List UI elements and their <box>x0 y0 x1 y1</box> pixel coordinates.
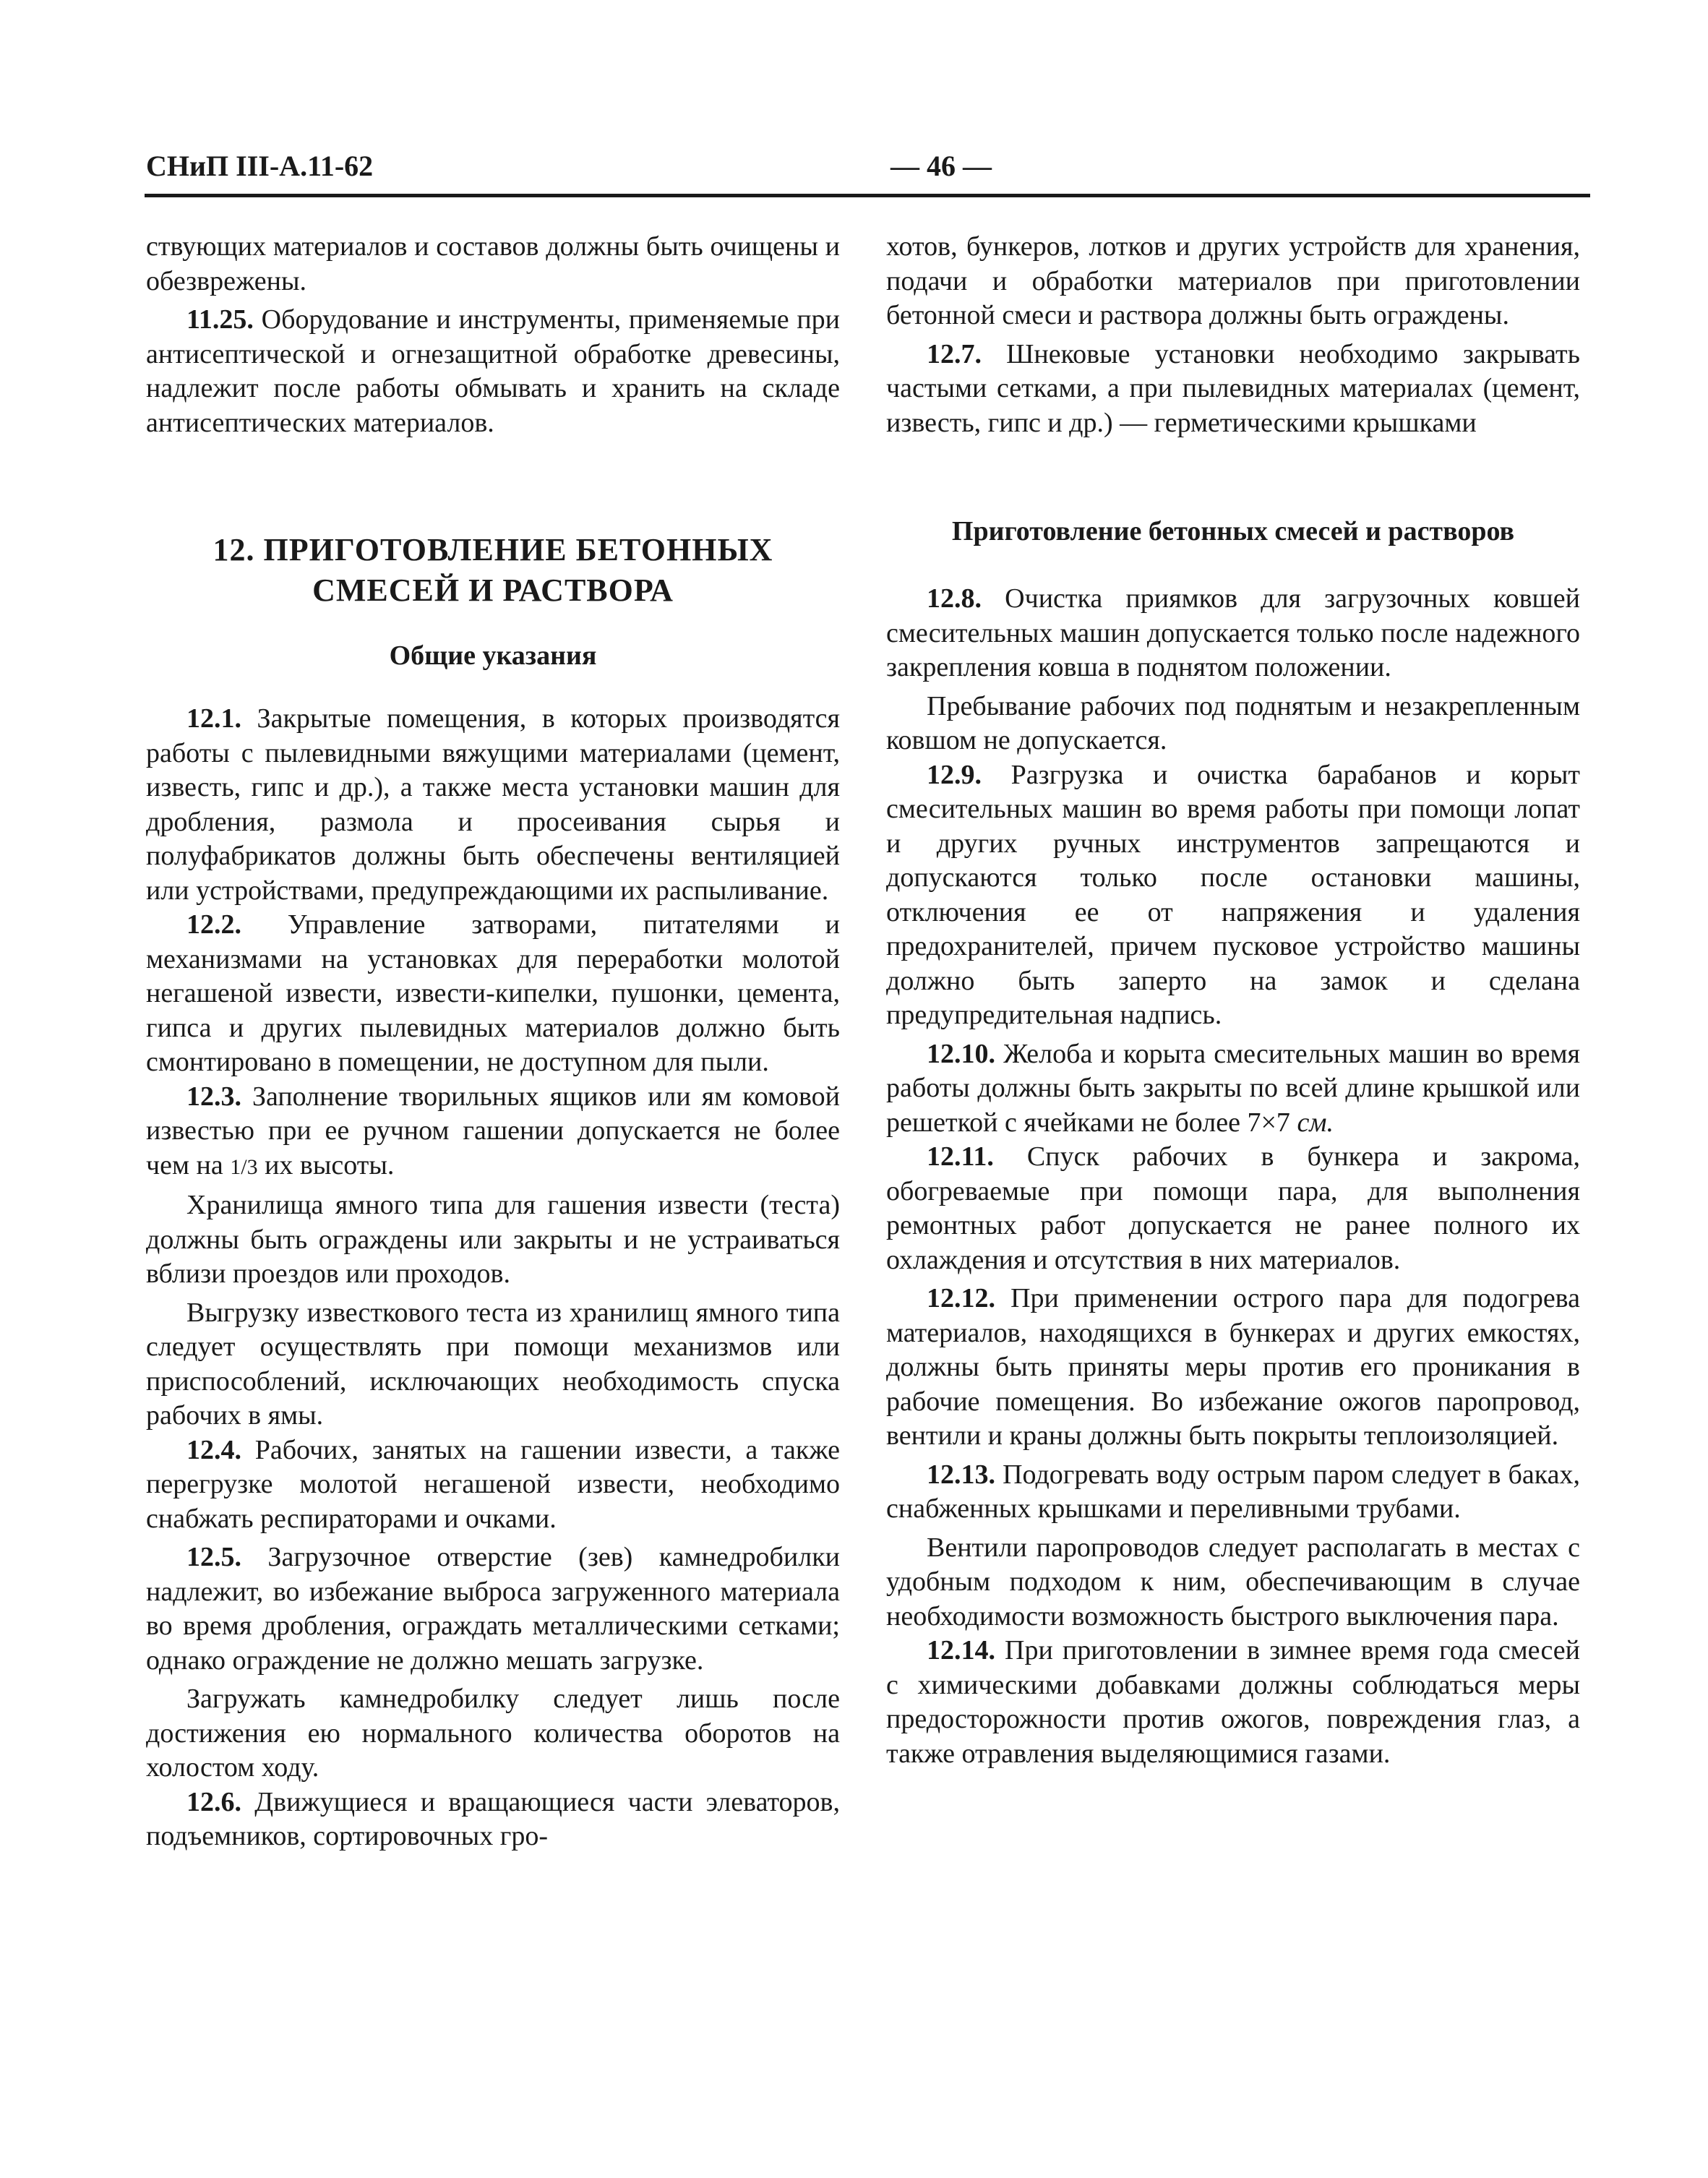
paragraph-12-5 <box>146 1540 840 1678</box>
paragraph-text: Разгрузка и очистка барабанов и корыт смесительных машин во время работы при помощи лопат и других ручных инструментов запрещаются и допускаются только после остановки машины, отключения ее от напряжения и удаления предохранителей, причем пусковое устройство машины должно быть заперто на замок и сделана предупредительная надпись. <box>886 759 1580 1030</box>
paragraph-number: 12.3. <box>186 1081 241 1112</box>
paragraph-12-3-b: Хранилища ямного типа для гашения извести (теста) должны быть ограждены или закрыты и не устраиваться вблизи проездов или проходов. <box>146 1190 840 1289</box>
section-title-line-1: 12. ПРИГОТОВЛЕНИЕ БЕТОННЫХ <box>213 532 773 567</box>
left-column <box>146 230 840 2124</box>
paragraph-12-5-b: Загружать камнедробилку следует лишь после достижения ею нормального количества оборотов на холостом ходу. <box>146 1684 840 1783</box>
paragraph-number: 12.10. <box>927 1038 995 1069</box>
paragraph-text: Загрузочное отверстие (зев) камнедробилки надлежит, во избежание выброса загруженного материала во время дробления, ограждать металлическими сетками; однако ограждение не должно мешать загрузке. <box>146 1542 840 1676</box>
document-code: СНиП III-A.11-62 <box>146 150 374 182</box>
paragraph-number: 12.2. <box>186 909 241 940</box>
paragraph-number: 12.4. <box>186 1434 241 1465</box>
paragraph-text: Подогревать воду острым паром следует в баках, снабженных крышками и переливными трубами. <box>886 1459 1580 1524</box>
paragraph-text-end: их высоты. <box>257 1149 395 1180</box>
paragraph-text: Оборудование и инструменты, применяемые при антисептической и огнезащитной обработке древесины, надлежит после работы обмывать и хранить на складе антисептических материалов. <box>146 304 840 438</box>
paragraph-11-25 <box>146 303 840 440</box>
paragraph-12-3-c: Выгрузку известкового теста из хранилищ ямного типа следует осуществлять при помощи механизмов или приспособлений, исключающих необходимость спуска рабочих в ямы. <box>146 1297 840 1431</box>
paragraph-number: 12.7. <box>927 338 982 369</box>
paragraph-text: Рабочих, занятых на гашении извести, а также перегрузке молотой негашеной извести, необходимо снабжать респираторами и очками. <box>146 1434 840 1534</box>
paragraph-12-1 <box>146 702 840 908</box>
paragraph-text: Очистка приямков для загрузочных ковшей смесительных машин допускается только после надежного закрепления ковша в поднятом положении. <box>886 583 1580 682</box>
header-rule <box>145 194 1590 197</box>
paragraph-continuation: хотов, бункеров, лотков и других устройств для хранения, подачи и обработки материалов при приготовлении бетонной смеси и раствора должны быть ограждены. <box>886 231 1580 330</box>
paragraph-12-7 <box>886 338 1580 441</box>
paragraph-number: 12.6. <box>186 1786 241 1817</box>
paragraph-12-8-b: Пребывание рабочих под поднятым и незакрепленным ковшом не допускается. <box>886 690 1580 755</box>
section-title-line-2: СМЕСЕЙ И РАСТВОРА <box>312 573 674 608</box>
paragraph-12-13-b: Вентили паропроводов следует располагать в местах с удобным подходом к ним, обеспечивающим в случае необходимости возможность быстрого выключения пара. <box>886 1532 1580 1632</box>
paragraph-text: Закрытые помещения, в которых производятся работы с пылевидными вяжущими материалами (цемент, известь, гипс и др.), а также места установки машин для дробления, размола и просеивания сырья и полуфабрикатов должны быть обеспечены вентиляцией или устройствами, предупреждающими их распыливание. <box>146 703 840 906</box>
subsection-title: Приготовление бетонных смесей и растворов <box>951 516 1515 546</box>
paragraph-text: Спуск рабочих в бункера и закрома, обогреваемые при помощи пара, для выполнения ремонтных работ допускается не ранее полного их охлаждения и отсутствия в них материалов. <box>886 1141 1580 1275</box>
paragraph-number: 12.11. <box>927 1141 994 1172</box>
paragraph-text: Желоба и корыта смесительных машин во время работы должны быть закрыты по всей длине крышкой или решеткой с ячейками не более 7×7 <box>886 1038 1580 1138</box>
paragraph-number: 12.12. <box>927 1283 995 1313</box>
paragraph-12-2 <box>146 908 840 1080</box>
paragraph-12-12 <box>886 1282 1580 1454</box>
unit-cm: см. <box>1297 1107 1334 1138</box>
paragraph-number: 12.8. <box>927 583 982 614</box>
page-number: — 46 — <box>891 150 992 182</box>
paragraph-number: 12.14. <box>927 1635 995 1665</box>
paragraph-12-11 <box>886 1140 1580 1277</box>
right-column <box>886 230 1580 2124</box>
paragraph-12-10 <box>886 1037 1580 1141</box>
paragraph-12-13 <box>886 1458 1580 1527</box>
paragraph-number: 12.1. <box>186 703 241 734</box>
subsection-title: Общие указания <box>389 640 597 671</box>
paragraph-12-9 <box>886 758 1580 1033</box>
paragraph-number: 12.5. <box>186 1542 241 1572</box>
paragraph-12-8 <box>886 582 1580 685</box>
paragraph-continuation: ствующих материалов и составов должны быть очищены и обезврежены. <box>146 231 840 296</box>
paragraph-number: 11.25. <box>186 304 254 335</box>
paragraph-number: 12.9. <box>927 759 982 790</box>
paragraph-text: Шнековые установки необходимо закрывать частыми сетками, а при пылевидных материалах (цемент, известь, гипс и др.) — герметическими крышками <box>886 338 1580 438</box>
fraction-one-third: 1/3 <box>230 1154 258 1179</box>
paragraph-12-6 <box>146 1785 840 1854</box>
paragraph-12-3 <box>146 1080 840 1185</box>
paragraph-text: Управление затворами, питателями и механизмами на установках для переработки молотой негашеной извести, извести-кипелки, пушонки, цемента, гипса и других пылевидных материалов должно быть смонтировано в помещении, не доступном для пыли. <box>146 909 840 1077</box>
paragraph-text: При приготовлении в зимнее время года смесей с химическими добавками должны соблюдаться меры предосторожности против ожогов, повреждения глаз, а также отравления выделяющимися газами. <box>886 1635 1580 1769</box>
page-header <box>146 149 1589 192</box>
paragraph-12-4 <box>146 1433 840 1537</box>
paragraph-text: Движущиеся и вращающиеся части элеваторов, подъемников, сортировочных гро- <box>146 1786 840 1851</box>
paragraph-text: При применении острого пара для подогрева материалов, находящихся в бункерах и других емкостях, должны быть приняты меры против его проникания в рабочие помещения. Во избежание ожогов паропровод, вентили и краны должны быть покрыты теплоизоляцией. <box>886 1283 1580 1451</box>
paragraph-text: Заполнение творильных ящиков или ям комовой известью при ее ручном гашении допускается не более чем на <box>146 1081 840 1180</box>
paragraph-12-14 <box>886 1634 1580 1771</box>
paragraph-number: 12.13. <box>927 1459 995 1490</box>
